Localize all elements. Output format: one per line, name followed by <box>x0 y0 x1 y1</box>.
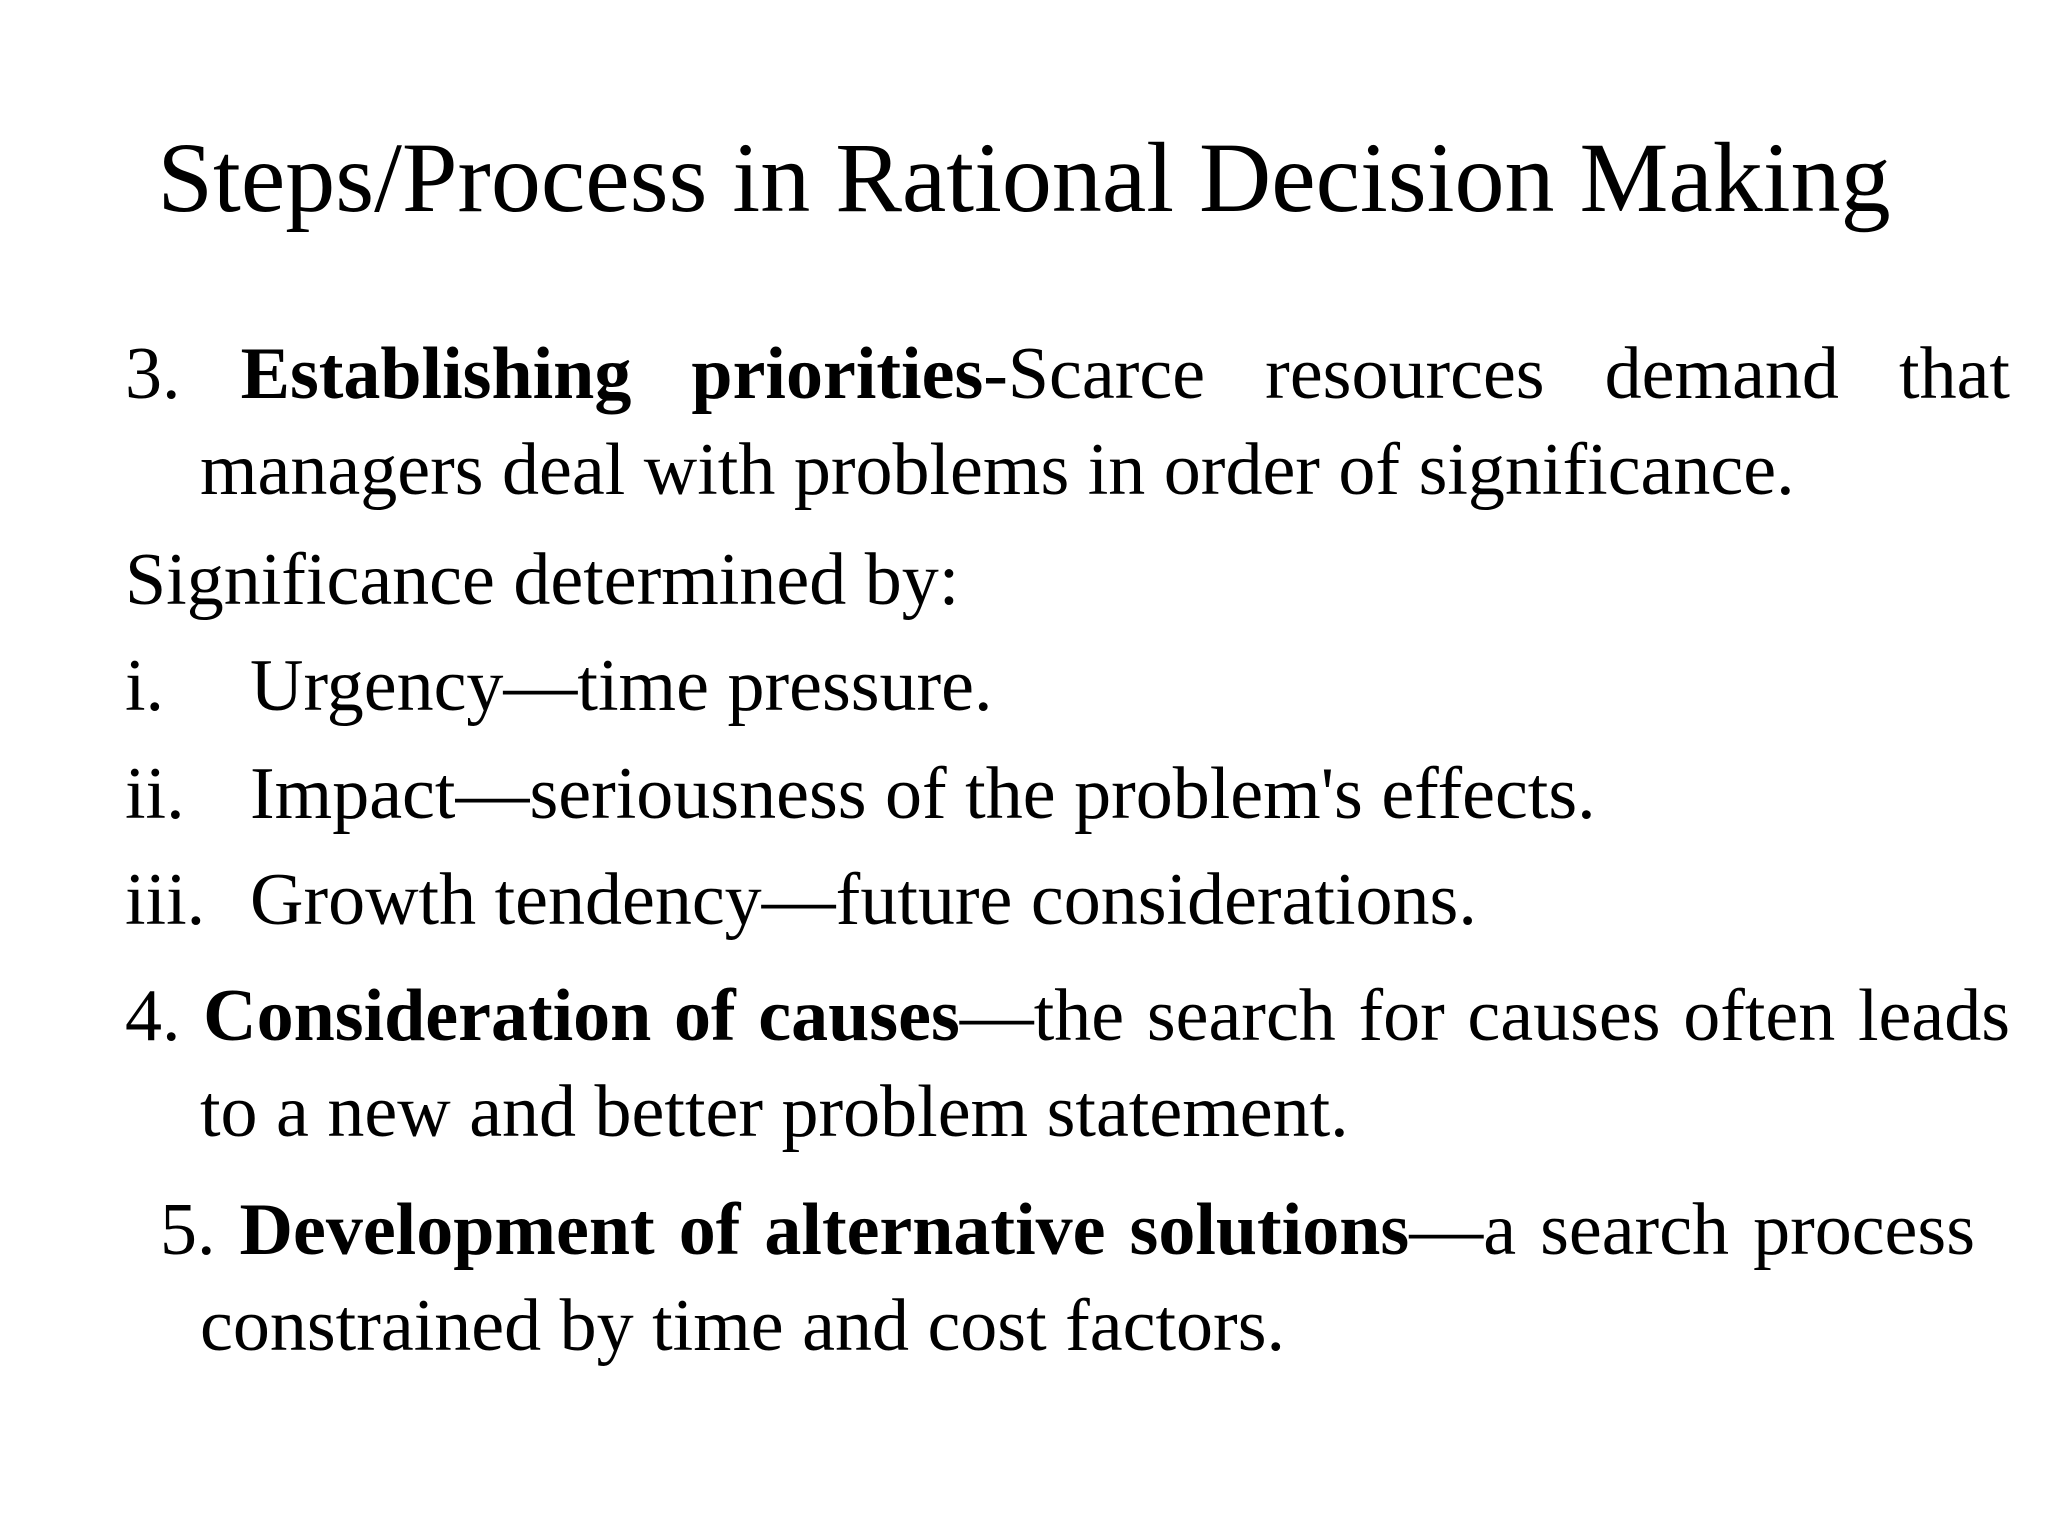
significance-item-text: Urgency—time pressure. <box>250 645 993 727</box>
significance-intro: Significance determined by: <box>125 539 960 621</box>
step-4-text: —the search for causes often leads to a new and better problem statement. <box>200 975 2010 1153</box>
significance-item-numeral: ii. <box>125 753 185 835</box>
step-3-number: 3. <box>125 333 181 415</box>
step-3-heading: Establishing priorities <box>240 333 984 415</box>
step-4-number: 4. <box>125 975 181 1057</box>
significance-item-numeral: i. <box>125 645 165 727</box>
significance-item <box>125 638 993 734</box>
step-4-paragraph <box>125 968 2010 1160</box>
step-5-paragraph <box>160 1182 1975 1374</box>
step-3-paragraph <box>125 326 2010 518</box>
step-3-separator: - <box>983 333 1008 415</box>
step-3-text: Scarce resources demand that managers deal with problems in order of significance. <box>200 333 2010 511</box>
significance-item <box>125 746 1596 842</box>
significance-item <box>125 852 1477 948</box>
significance-item-numeral: iii. <box>125 859 206 941</box>
step-5-text: —a search process constrained by time and cost factors. <box>200 1189 1976 1367</box>
step-5-number: 5. <box>160 1189 216 1271</box>
significance-item-text: Growth tendency—future considerations. <box>250 859 1477 941</box>
slide-title: Steps/Process in Rational Decision Making <box>157 122 1891 233</box>
significance-item-text: Impact—seriousness of the problem's effects. <box>250 753 1596 835</box>
step-5-heading: Development of alternative solutions <box>239 1189 1410 1271</box>
step-4-heading: Consideration of causes <box>203 975 960 1057</box>
